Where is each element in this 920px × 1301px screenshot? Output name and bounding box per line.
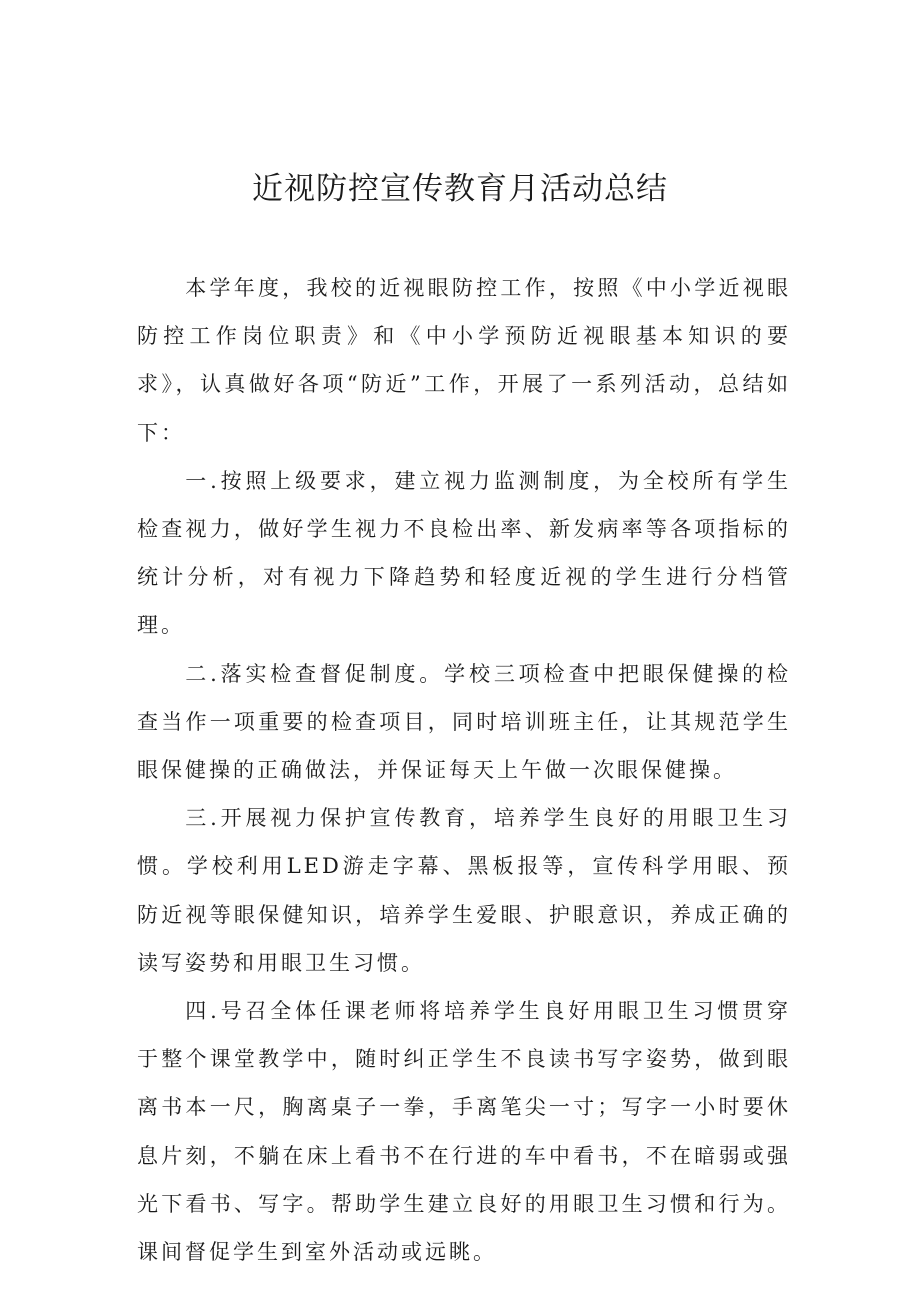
document-title: 近视防控宣传教育月活动总结 bbox=[252, 171, 668, 207]
paragraph-item-2: 二.落实检查督促制度。学校三项检查中把眼保健操的检查当作一项重要的检查项目，同时培训班主任，让其规范学生眼保健操的正确做法，并保证每天上午做一次眼保健操。 bbox=[137, 661, 791, 783]
paragraph-item-1: 一.按照上级要求，建立视力监测制度，为全校所有学生检查视力，做好学生视力不良检出率、新发病率等各项指标的统计分析，对有视力下降趋势和轻度近视的学生进行分档管理。 bbox=[137, 468, 791, 638]
paragraph-intro: 本学年度，我校的近视眼防控工作，按照《中小学近视眼防控工作岗位职责》和《中小学预防近视眼基本知识的要求》，认真做好各项“防近”工作，开展了一系列活动，总结如下： bbox=[137, 276, 791, 445]
document-body bbox=[137, 264, 791, 1276]
paragraph-item-3: 三.开展视力保护宣传教育，培养学生良好的用眼卫生习惯。学校利用LED游走字幕、黑板报等，宣传科学用眼、预防近视等眼保健知识，培养学生爱眼、护眼意识，养成正确的读写姿势和用眼卫生习惯。 bbox=[137, 806, 791, 975]
paragraph-item-4: 四.号召全体任课老师将培养学生良好用眼卫生习惯贯穿于整个课堂教学中，随时纠正学生不良读书写字姿势，做到眼离书本一尺，胸离桌子一拳，手离笔尖一寸；写字一小时要休息片刻，不躺在床上看书不在行进的车中看书，不在暗弱或强光下看书、写字。帮助学生建立良好的用眼卫生习惯和行为。课间督促学生到室外活动或远眺。 bbox=[137, 999, 791, 1265]
